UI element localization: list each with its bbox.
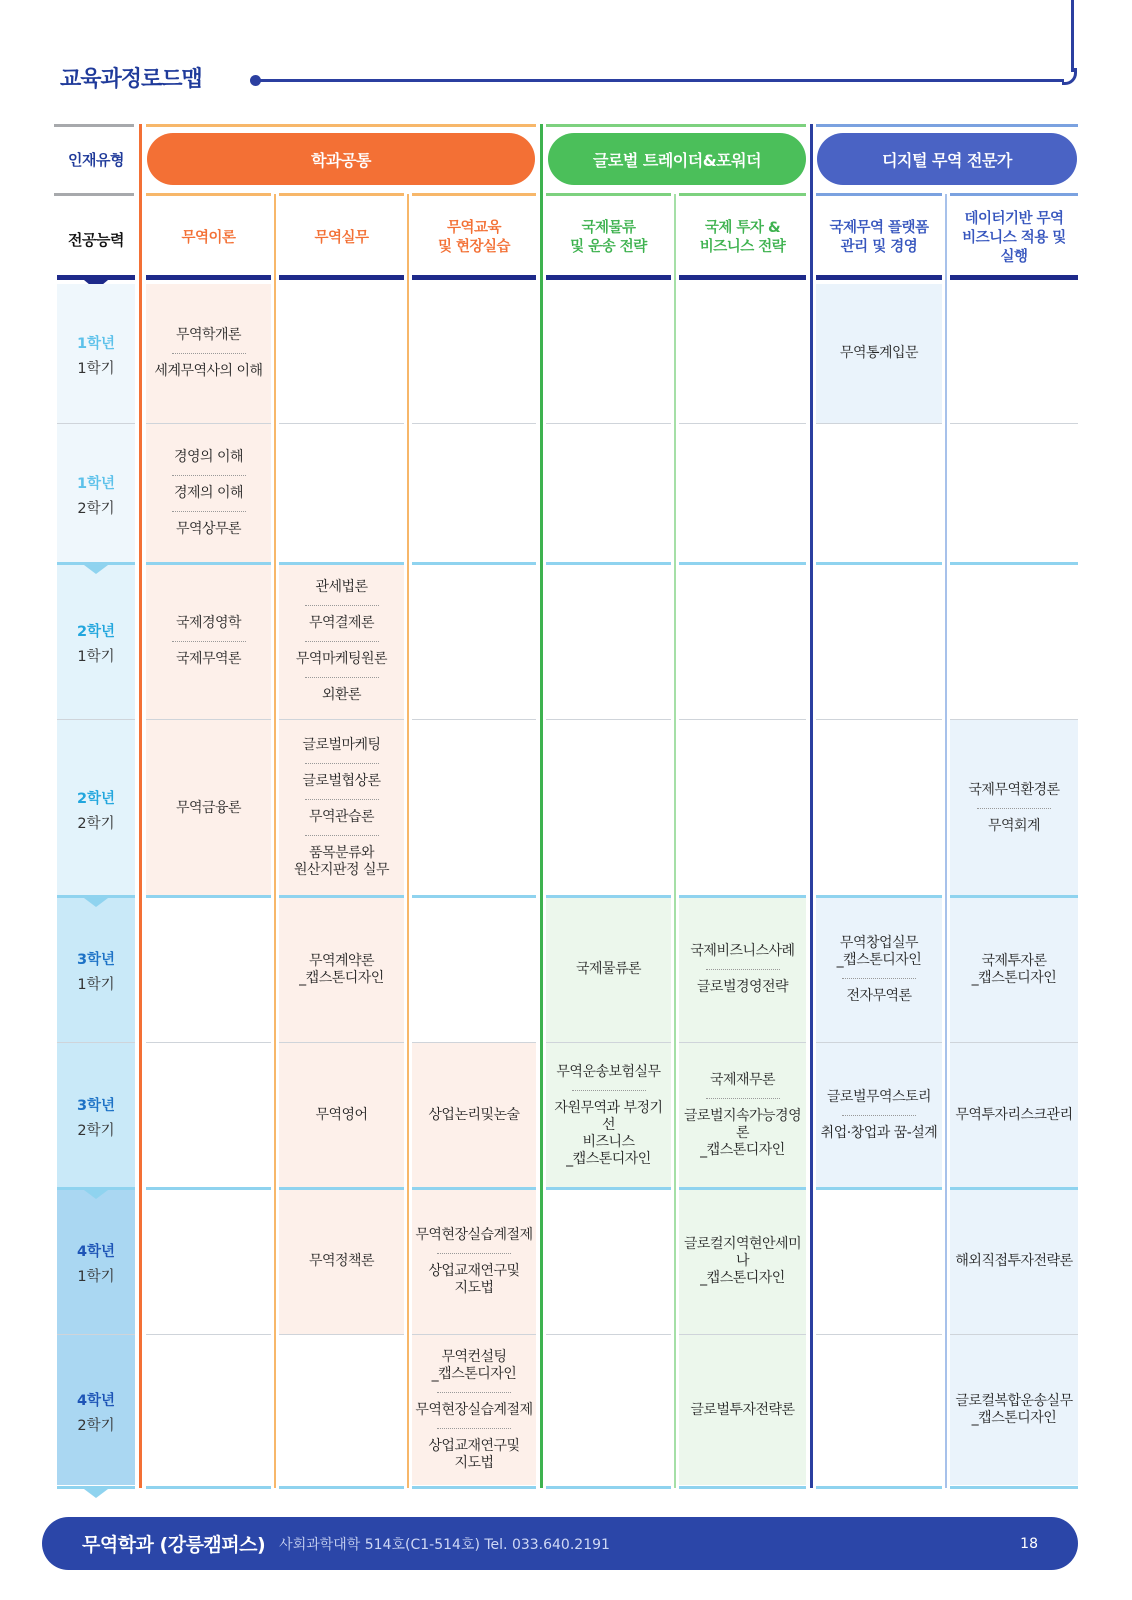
footer-info: 사회과학대학 514호(C1-514호) Tel. 033.640.2191 — [279, 1536, 610, 1553]
course-name: 국제재무론 — [709, 1072, 776, 1088]
semester-year: 1학년 — [76, 476, 116, 492]
course-separator — [305, 835, 379, 836]
header-top-line-digital — [816, 124, 1078, 127]
course-cell — [679, 1043, 806, 1188]
footer-department: 무역학과 (강릉캠퍼스) — [82, 1534, 266, 1556]
semester-term: 2학기 — [77, 501, 115, 517]
course-cell — [146, 564, 271, 719]
row-separator — [146, 1187, 271, 1190]
course-name: 무역마케팅원론 — [295, 651, 388, 667]
row-separator — [412, 1187, 536, 1190]
table-bottom-line — [546, 1486, 671, 1489]
column-divider — [810, 124, 813, 1488]
course-name: 국제물류론 — [575, 961, 642, 977]
row-separator — [816, 1187, 942, 1190]
course-separator — [172, 511, 246, 512]
track-pill-digital-trade: 디지털 무역 전문가 — [817, 133, 1077, 185]
course-separator — [305, 677, 379, 678]
header-rule-c3 — [546, 275, 671, 280]
course-cell — [146, 284, 271, 423]
semester-year: 4학년 — [76, 1392, 116, 1409]
course-cell — [279, 564, 404, 719]
row-label-competency: 전공능력 — [68, 231, 124, 249]
course-name: 국제비즈니스사례 — [690, 943, 795, 959]
header-top-line-common — [146, 124, 536, 127]
row-separator — [146, 719, 271, 720]
column-divider — [407, 194, 409, 1488]
row-separator — [279, 1187, 404, 1190]
course-name: 외환론 — [321, 687, 362, 703]
semester-label — [57, 1094, 135, 1140]
header-rule-c2 — [412, 275, 536, 280]
row-separator — [950, 1042, 1078, 1043]
row-separator — [546, 1187, 671, 1190]
course-cell — [279, 1043, 404, 1188]
row-separator — [950, 719, 1078, 720]
course-name: 글로벌협상론 — [302, 773, 381, 789]
header-mid-line-c1 — [279, 193, 404, 196]
semester-year: 3학년 — [76, 1098, 116, 1114]
row-separator — [146, 1334, 271, 1335]
course-name: 글로벌무역스토리 — [826, 1089, 932, 1105]
course-name: 국제무역환경론 — [968, 781, 1060, 798]
course-name: 무역영어 — [315, 1107, 368, 1123]
row-separator — [57, 719, 135, 720]
course-cell — [950, 897, 1078, 1042]
course-name: 무역창업실무 _캡스톤디자인 — [836, 934, 922, 968]
semester-year: 2학년 — [76, 790, 116, 807]
bottom-chevron — [84, 1489, 108, 1498]
row-separator — [279, 423, 404, 424]
header-mid-line-c2 — [412, 193, 536, 196]
row-label-talent-type: 인재유형 — [68, 151, 124, 169]
header-rule-c1 — [279, 275, 404, 280]
semester-term: 2학기 — [77, 815, 115, 832]
track-pill-common: 학과공통 — [147, 133, 535, 185]
row-separator — [412, 562, 536, 565]
course-name: 품목분류와 원산지판정 실무 — [293, 845, 390, 878]
table-bottom-line — [279, 1486, 404, 1489]
row-separator — [546, 895, 671, 898]
course-name: 경제의 이해 — [173, 485, 244, 501]
row-separator — [57, 1042, 135, 1043]
row-separator — [279, 719, 404, 720]
course-cell — [279, 720, 404, 896]
course-separator — [172, 641, 246, 642]
page-number: 18 — [1020, 1535, 1038, 1552]
row-separator — [57, 1334, 135, 1335]
row-separator — [412, 719, 536, 720]
frame-line-horizontal — [256, 79, 1064, 82]
course-name: 상업교재연구및 지도법 — [428, 1437, 520, 1471]
table-bottom-line — [412, 1486, 536, 1489]
row-separator — [279, 1334, 404, 1335]
course-separator — [437, 1253, 511, 1254]
footer-bar — [42, 1517, 1078, 1570]
course-separator — [977, 808, 1051, 809]
course-name: 글로벌마케팅 — [302, 737, 381, 753]
course-cell — [279, 1189, 404, 1334]
course-name: 국제무역론 — [175, 651, 242, 667]
course-name: 무역학개론 — [175, 327, 242, 343]
course-name: 글로컬지역현안세미나 _캡스톤디자인 — [683, 1236, 802, 1286]
course-cell — [816, 284, 942, 423]
course-separator — [572, 1090, 646, 1091]
row-separator — [816, 895, 942, 898]
header-top-line-global — [546, 124, 806, 127]
column-divider — [540, 124, 543, 1488]
competency-0: 무역이론 — [181, 229, 236, 246]
course-separator — [172, 475, 246, 476]
semester-label — [57, 787, 135, 833]
semester-label — [57, 472, 135, 518]
column-divider — [139, 124, 142, 1488]
semester-year: 3학년 — [76, 952, 116, 968]
competency-1: 무역실무 — [314, 229, 369, 246]
course-cell — [546, 897, 671, 1042]
course-name: 무역현장실습계절제 — [415, 1401, 533, 1418]
course-cell — [279, 897, 404, 1042]
semester-term: 2학기 — [77, 1123, 115, 1139]
course-name: 국제경영학 — [175, 615, 242, 631]
course-cell — [816, 1043, 942, 1188]
course-separator — [706, 969, 780, 970]
semester-term: 2학기 — [77, 1417, 115, 1434]
header-rule-c5 — [816, 275, 942, 280]
course-name: 글로벌지속가능경영론 _캡스톤디자인 — [683, 1108, 802, 1158]
row-separator — [279, 1042, 404, 1043]
row-separator — [679, 1334, 806, 1335]
course-cell — [679, 1335, 806, 1485]
frame-line-corner — [1062, 68, 1077, 85]
year-chevron — [84, 565, 108, 574]
table-bottom-line — [950, 1486, 1078, 1489]
course-name: 글로컬복합운송실무 _캡스톤디자인 — [955, 1393, 1073, 1426]
row-separator — [546, 423, 671, 424]
course-cell — [146, 720, 271, 896]
course-name: 국제투자론 _캡스톤디자인 — [971, 952, 1057, 986]
course-separator — [305, 799, 379, 800]
course-name: 글로벌투자전략론 — [690, 1401, 795, 1418]
row-separator — [546, 1042, 671, 1043]
course-name: 글로벌경영전략 — [696, 979, 789, 995]
course-name: 무역투자리스크관리 — [955, 1107, 1073, 1123]
competency-3: 국제물류 및 운송 전략 — [570, 220, 647, 255]
semester-term: 1학기 — [77, 649, 115, 665]
year-chevron — [84, 898, 108, 907]
semester-year: 4학년 — [76, 1244, 116, 1260]
course-cell — [679, 1189, 806, 1334]
header-mid-line-c3 — [546, 193, 671, 196]
competency-4: 국제 투자 & 비즈니스 전략 — [699, 220, 786, 255]
course-separator — [437, 1428, 511, 1429]
course-cell — [546, 1043, 671, 1188]
header-mid-line-c5 — [816, 193, 942, 196]
semester-term: 1학기 — [77, 977, 115, 993]
row-separator — [679, 895, 806, 898]
row-separator — [57, 423, 135, 424]
header-top-line-left — [54, 124, 134, 127]
header-mid-line-left — [54, 193, 134, 196]
competency-6: 데이터기반 무역 비즈니스 적용 및 실행 — [962, 210, 1066, 265]
row-separator — [279, 562, 404, 565]
course-cell — [950, 720, 1078, 896]
course-cell — [412, 1335, 536, 1485]
course-separator — [305, 763, 379, 764]
header-rule-c6 — [950, 275, 1078, 280]
course-name: 무역회계 — [987, 817, 1041, 834]
row-separator — [679, 1042, 806, 1043]
row-separator — [679, 562, 806, 565]
semester-label — [57, 332, 135, 378]
row-separator — [279, 895, 404, 898]
row-separator — [146, 562, 271, 565]
semester-term: 1학기 — [77, 1269, 115, 1285]
row-separator — [816, 1042, 942, 1043]
page-title: 교육과정로드맵 — [60, 67, 202, 92]
row-separator — [146, 895, 271, 898]
competency-5: 국제무역 플랫폼 관리 및 경영 — [829, 220, 929, 255]
frame-line-vertical — [1071, 0, 1074, 72]
row-separator — [546, 562, 671, 565]
row-separator — [679, 423, 806, 424]
table-bottom-line — [679, 1486, 806, 1489]
column-divider — [274, 194, 276, 1488]
competency-2: 무역교육 및 현장실습 — [437, 220, 511, 255]
row-separator — [412, 1042, 536, 1043]
semester-term: 1학기 — [77, 361, 115, 377]
course-separator — [706, 1098, 780, 1099]
course-name: 무역운송보험실무 — [556, 1063, 661, 1080]
course-cell — [950, 1043, 1078, 1188]
course-name: 무역통계입문 — [839, 345, 919, 361]
course-name: 무역관습론 — [308, 809, 375, 825]
course-name: 취업·창업과 꿈-설계 — [820, 1125, 938, 1141]
row-separator — [950, 562, 1078, 565]
course-name: 무역상무론 — [175, 521, 242, 537]
course-cell — [146, 424, 271, 563]
row-separator — [816, 719, 942, 720]
semester-year: 1학년 — [76, 336, 116, 352]
course-cell — [679, 897, 806, 1042]
row-separator — [679, 1187, 806, 1190]
course-name: 무역컨설팅 _캡스톤디자인 — [431, 1348, 517, 1382]
row-separator — [950, 423, 1078, 424]
track-pill-global-trader: 글로벌 트레이더&포워더 — [548, 133, 806, 185]
row-separator — [816, 1334, 942, 1335]
course-separator — [842, 978, 916, 979]
row-separator — [412, 895, 536, 898]
course-name: 무역정책론 — [308, 1253, 375, 1269]
course-name: 무역결제론 — [308, 615, 375, 631]
course-name: 경영의 이해 — [173, 449, 244, 465]
course-separator — [842, 1115, 916, 1116]
course-name: 무역계약론 _캡스톤디자인 — [299, 952, 384, 986]
row-separator — [679, 719, 806, 720]
row-separator — [546, 719, 671, 720]
semester-label — [57, 948, 135, 994]
row-separator — [816, 562, 942, 565]
course-cell — [412, 1189, 536, 1334]
header-mid-line-c6 — [950, 193, 1078, 196]
row-separator — [546, 1334, 671, 1335]
semester-year: 2학년 — [76, 624, 116, 640]
course-name: 전자무역론 — [846, 987, 912, 1004]
row-separator — [950, 895, 1078, 898]
course-name: 상업논리및논술 — [428, 1107, 520, 1123]
course-cell — [950, 1335, 1078, 1485]
semester-label — [57, 1240, 135, 1286]
course-cell — [950, 1189, 1078, 1334]
course-name: 관세법론 — [315, 579, 368, 595]
course-name: 세계무역사의 이해 — [154, 363, 263, 379]
row-separator — [950, 1187, 1078, 1190]
table-bottom-line — [146, 1486, 271, 1489]
row-separator — [412, 423, 536, 424]
course-cell — [816, 897, 942, 1042]
course-name: 무역금융론 — [175, 799, 242, 816]
course-cell — [412, 1043, 536, 1188]
course-name: 자원무역과 부정기선 비즈니스 _캡스톤디자인 — [554, 1099, 663, 1167]
table-bottom-line — [816, 1486, 942, 1489]
semester-label — [57, 1389, 135, 1435]
column-divider — [945, 194, 947, 1488]
title-dot — [250, 75, 261, 86]
column-divider — [674, 194, 676, 1488]
course-separator — [172, 353, 246, 354]
row-separator — [146, 1042, 271, 1043]
course-name: 해외직접투자전략론 — [955, 1253, 1073, 1269]
header-mid-line-c0 — [146, 193, 271, 196]
course-name: 무역현장실습계절제 — [415, 1226, 533, 1243]
header-rule-c4 — [679, 275, 806, 280]
course-name: 상업교재연구및 지도법 — [428, 1262, 520, 1296]
row-separator — [412, 1334, 536, 1335]
course-separator — [437, 1392, 511, 1393]
header-rule-c0 — [146, 275, 271, 280]
row-separator — [146, 423, 271, 424]
semester-label — [57, 620, 135, 666]
year-chevron — [84, 1190, 108, 1199]
course-separator — [305, 641, 379, 642]
row-separator — [950, 1334, 1078, 1335]
header-mid-line-c4 — [679, 193, 806, 196]
row-separator — [816, 423, 942, 424]
course-separator — [305, 605, 379, 606]
